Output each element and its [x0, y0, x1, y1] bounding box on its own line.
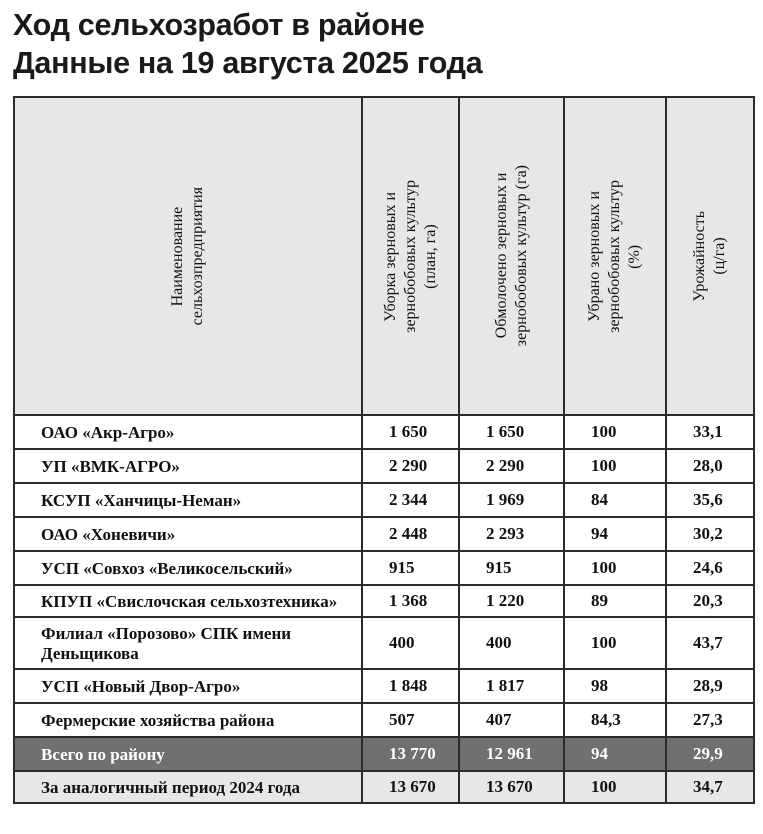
- row-plan: 507: [362, 703, 459, 737]
- row-percent: 94: [564, 517, 666, 551]
- harvest-table: [13, 96, 755, 804]
- row-threshed: 2 290: [459, 449, 564, 483]
- header-yield-text: Урожайность (ц/га): [691, 210, 728, 302]
- row-name: УП «ВМК-АГРО»: [14, 449, 362, 483]
- row-yield: 24,6: [666, 551, 754, 585]
- header-name-text: Наименование сельхозпредприятия: [169, 186, 206, 326]
- row-threshed: 1 969: [459, 483, 564, 517]
- row-percent: 89: [564, 585, 666, 617]
- previous-plan: 13 670: [362, 771, 459, 803]
- previous-year-row: [14, 771, 754, 803]
- row-threshed: 1 220: [459, 585, 564, 617]
- total-row: [14, 737, 754, 771]
- previous-yield: 34,7: [666, 771, 754, 803]
- table-row: [14, 585, 754, 617]
- row-name: УСП «Совхоз «Великосельский»: [14, 551, 362, 585]
- total-plan: 13 770: [362, 737, 459, 771]
- header-plan-text: Уборка зерновых и зернобобовых культур (план, га): [381, 179, 439, 333]
- table-row: [14, 517, 754, 551]
- table-row: [14, 617, 754, 669]
- title-line-1: Ход сельхозработ в районе: [13, 8, 425, 42]
- row-plan: 1 650: [362, 415, 459, 449]
- row-threshed: 400: [459, 617, 564, 669]
- row-plan: 1 368: [362, 585, 459, 617]
- row-yield: 35,6: [666, 483, 754, 517]
- row-yield: 30,2: [666, 517, 754, 551]
- table-row: [14, 669, 754, 703]
- table-row: [14, 703, 754, 737]
- row-yield: 33,1: [666, 415, 754, 449]
- row-name: УСП «Новый Двор-Агро»: [14, 669, 362, 703]
- row-name: Фермерские хозяйства района: [14, 703, 362, 737]
- header-plan: [362, 97, 459, 415]
- row-yield: 43,7: [666, 617, 754, 669]
- row-name: ОАО «Хоневичи»: [14, 517, 362, 551]
- page-title: [13, 6, 753, 82]
- row-name: Филиал «Порозово» СПК имени Деньщикова: [14, 617, 362, 669]
- row-yield: 28,0: [666, 449, 754, 483]
- header-percent-text: Убрано зерновых и зернобобовых культур (%): [586, 179, 643, 333]
- total-yield: 29,9: [666, 737, 754, 771]
- row-percent: 100: [564, 617, 666, 669]
- table-row: [14, 551, 754, 585]
- header-yield: [666, 97, 754, 415]
- row-yield: 28,9: [666, 669, 754, 703]
- row-percent: 98: [564, 669, 666, 703]
- total-threshed: 12 961: [459, 737, 564, 771]
- table-row: [14, 483, 754, 517]
- row-percent: 100: [564, 449, 666, 483]
- row-name: ОАО «Акр-Агро»: [14, 415, 362, 449]
- total-name: Всего по району: [14, 737, 362, 771]
- row-threshed: 1 650: [459, 415, 564, 449]
- header-name: [14, 97, 362, 415]
- row-plan: 2 344: [362, 483, 459, 517]
- row-threshed: 407: [459, 703, 564, 737]
- row-plan: 2 448: [362, 517, 459, 551]
- header-row: [14, 97, 754, 415]
- row-yield: 20,3: [666, 585, 754, 617]
- header-threshed: [459, 97, 564, 415]
- header-percent: [564, 97, 666, 415]
- header-threshed-text: Обмолочено зерновых и зернобобовых культур (га): [492, 165, 530, 347]
- previous-threshed: 13 670: [459, 771, 564, 803]
- row-percent: 84: [564, 483, 666, 517]
- row-percent: 100: [564, 415, 666, 449]
- row-name: КПУП «Свислочская сельхозтехника»: [14, 585, 362, 617]
- previous-name: За аналогичный период 2024 года: [14, 771, 362, 803]
- row-plan: 1 848: [362, 669, 459, 703]
- row-plan: 915: [362, 551, 459, 585]
- table-row: [14, 449, 754, 483]
- table-row: [14, 415, 754, 449]
- row-percent: 100: [564, 551, 666, 585]
- row-percent: 84,3: [564, 703, 666, 737]
- total-percent: 94: [564, 737, 666, 771]
- row-threshed: 1 817: [459, 669, 564, 703]
- row-threshed: 2 293: [459, 517, 564, 551]
- row-name: КСУП «Ханчицы-Неман»: [14, 483, 362, 517]
- row-plan: 2 290: [362, 449, 459, 483]
- row-yield: 27,3: [666, 703, 754, 737]
- title-line-2: Данные на 19 августа 2025 года: [13, 46, 483, 80]
- row-threshed: 915: [459, 551, 564, 585]
- previous-percent: 100: [564, 771, 666, 803]
- row-plan: 400: [362, 617, 459, 669]
